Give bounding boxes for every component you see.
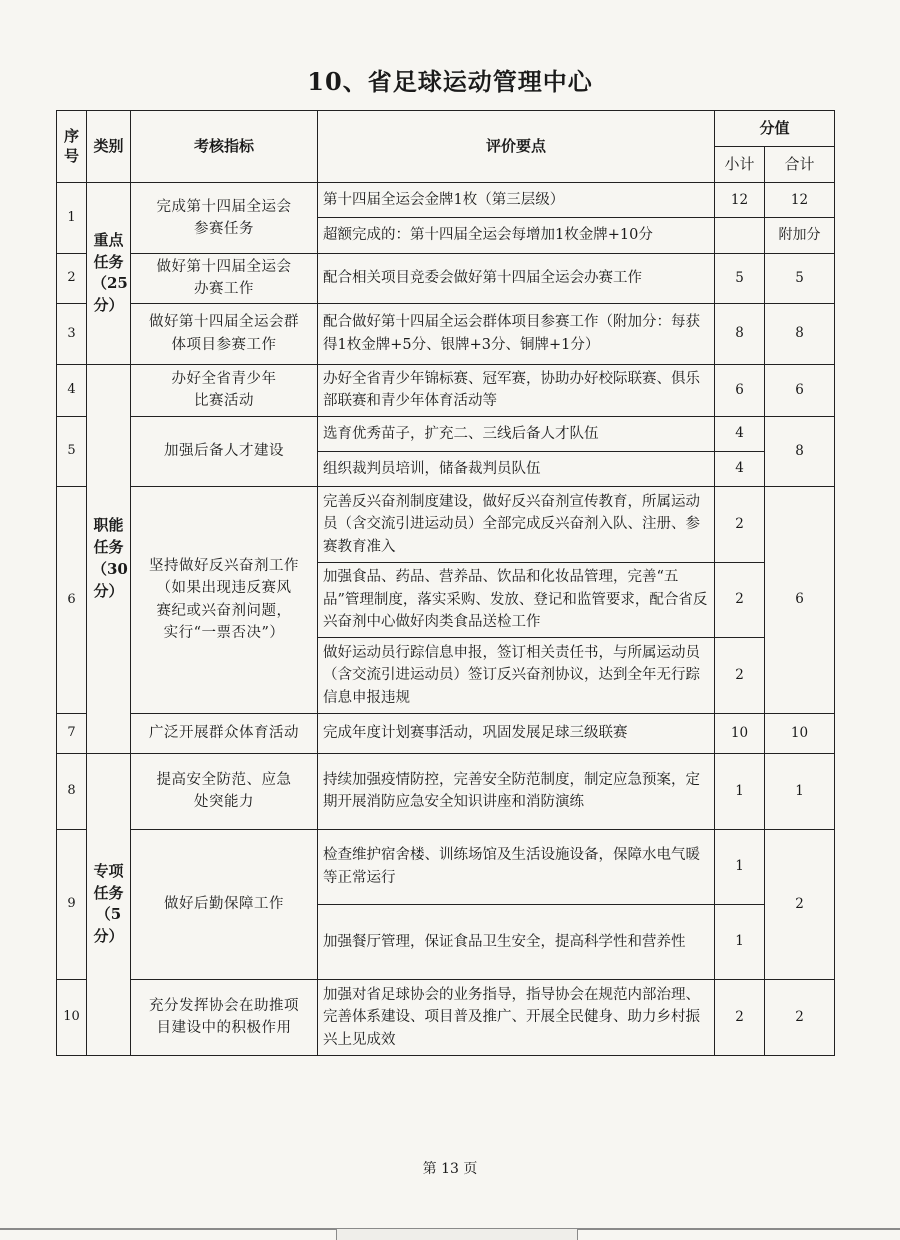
subtotal-cell: 4 (715, 416, 765, 451)
subtotal-cell (715, 218, 765, 254)
header-points: 评价要点 (318, 111, 715, 183)
indicator-cell: 广泛开展群众体育活动 (131, 713, 318, 753)
row-seq: 5 (57, 416, 87, 486)
subtotal-cell: 1 (715, 753, 765, 829)
header-category: 类别 (87, 111, 131, 183)
evaluation-point: 超额完成的：第十四届全运会每增加1枚金牌+10分 (318, 218, 715, 254)
indicator-cell: 坚持做好反兴奋剂工作 （如果出现违反赛风 赛纪或兴奋剂问题， 实行“一票否决”） (131, 486, 318, 713)
evaluation-point: 完善反兴奋剂制度建设，做好反兴奋剂宣传教育，所属运动员（含交流引进运动员）全部完成反兴奋剂入队、注册、参赛教育准入 (318, 486, 715, 562)
total-cell: 10 (765, 713, 835, 753)
row-seq: 4 (57, 364, 87, 416)
evaluation-point: 配合相关项目竞委会做好第十四届全运会办赛工作 (318, 254, 715, 304)
subtotal-cell: 2 (715, 979, 765, 1055)
total-cell: 附加分 (765, 218, 835, 254)
scan-edge-tab (336, 1228, 578, 1240)
table-row (57, 713, 835, 753)
subtotal-cell: 2 (715, 637, 765, 713)
header-score: 分值 (715, 111, 835, 147)
table-row (57, 416, 835, 451)
evaluation-point: 配合做好第十四届全运会群体项目参赛工作（附加分：每获得1枚金牌+5分、银牌+3分、铜牌+1分） (318, 303, 715, 364)
evaluation-point: 第十四届全运会金牌1枚（第三层级） (318, 183, 715, 218)
evaluation-point: 选育优秀苗子，扩充二、三线后备人才队伍 (318, 416, 715, 451)
total-cell: 2 (765, 979, 835, 1055)
table-row (57, 364, 835, 416)
subtotal-cell: 4 (715, 451, 765, 486)
subtotal-cell: 8 (715, 303, 765, 364)
total-cell: 6 (765, 486, 835, 713)
row-seq: 9 (57, 829, 87, 979)
row-seq: 8 (57, 753, 87, 829)
indicator-cell: 完成第十四届全运会 参赛任务 (131, 183, 318, 254)
subtotal-cell: 12 (715, 183, 765, 218)
evaluation-point: 加强食品、药品、营养品、饮品和化妆品管理，完善“五品”管理制度，落实采购、发放、登记和监管要求，配合省反兴奋剂中心做好肉类食品送检工作 (318, 562, 715, 637)
table-row (57, 979, 835, 1055)
subtotal-cell: 1 (715, 904, 765, 979)
subtotal-cell: 6 (715, 364, 765, 416)
row-seq: 1 (57, 183, 87, 254)
row-seq: 7 (57, 713, 87, 753)
row-seq: 2 (57, 254, 87, 304)
indicator-cell: 做好后勤保障工作 (131, 829, 318, 979)
evaluation-point: 持续加强疫情防控，完善安全防范制度，制定应急预案，定期开展消防应急安全知识讲座和消防演练 (318, 753, 715, 829)
total-cell: 6 (765, 364, 835, 416)
indicator-cell: 办好全省青少年 比赛活动 (131, 364, 318, 416)
category-duty-tasks: 职能 任务 （30 分） (87, 364, 131, 753)
total-cell: 12 (765, 183, 835, 218)
row-seq: 6 (57, 486, 87, 713)
table-row (57, 753, 835, 829)
subtotal-cell: 2 (715, 562, 765, 637)
table-row (57, 486, 835, 562)
evaluation-point: 加强对省足球协会的业务指导，指导协会在规范内部治理、完善体系建设、项目普及推广、开展全民健身、助力乡村振兴上见成效 (318, 979, 715, 1055)
subtotal-cell: 5 (715, 254, 765, 304)
total-cell: 5 (765, 254, 835, 304)
evaluation-point: 组织裁判员培训，储备裁判员队伍 (318, 451, 715, 486)
indicator-cell: 做好第十四届全运会群 体项目参赛工作 (131, 303, 318, 364)
total-cell: 2 (765, 829, 835, 979)
indicator-cell: 做好第十四届全运会 办赛工作 (131, 254, 318, 304)
subtotal-cell: 1 (715, 829, 765, 904)
page-title: 10、省足球运动管理中心 (307, 67, 593, 96)
indicator-cell: 充分发挥协会在助推项 目建设中的积极作用 (131, 979, 318, 1055)
evaluation-point: 办好全省青少年锦标赛、冠军赛，协助办好校际联赛、俱乐部联赛和青少年体育活动等 (318, 364, 715, 416)
subtotal-cell: 2 (715, 486, 765, 562)
category-key-tasks: 重点 任务 （25 分） (87, 183, 131, 365)
header-total: 合计 (765, 147, 835, 183)
indicator-cell: 加强后备人才建设 (131, 416, 318, 486)
indicator-cell: 提高安全防范、应急 处突能力 (131, 753, 318, 829)
assessment-table (56, 110, 835, 1056)
evaluation-point: 做好运动员行踪信息申报，签订相关责任书，与所属运动员（含交流引进运动员）签订反兴奋剂协议，达到全年无行踪信息申报违规 (318, 637, 715, 713)
header-seq: 序 号 (57, 111, 87, 183)
header-subtotal: 小计 (715, 147, 765, 183)
table-row (57, 303, 835, 364)
row-seq: 3 (57, 303, 87, 364)
evaluation-point: 完成年度计划赛事活动，巩固发展足球三级联赛 (318, 713, 715, 753)
table-row (57, 254, 835, 304)
page-number: 第 13 页 (422, 1161, 478, 1177)
row-seq: 10 (57, 979, 87, 1055)
total-cell: 8 (765, 303, 835, 364)
evaluation-point: 检查维护宿舍楼、训练场馆及生活设施设备，保障水电气暖等正常运行 (318, 829, 715, 904)
category-special-tasks: 专项 任务 （5 分） (87, 753, 131, 1055)
total-cell: 1 (765, 753, 835, 829)
evaluation-point: 加强餐厅管理，保证食品卫生安全，提高科学性和营养性 (318, 904, 715, 979)
total-cell: 8 (765, 416, 835, 486)
subtotal-cell: 10 (715, 713, 765, 753)
header-indicator: 考核指标 (131, 111, 318, 183)
table-row (57, 183, 835, 218)
table-row (57, 829, 835, 904)
